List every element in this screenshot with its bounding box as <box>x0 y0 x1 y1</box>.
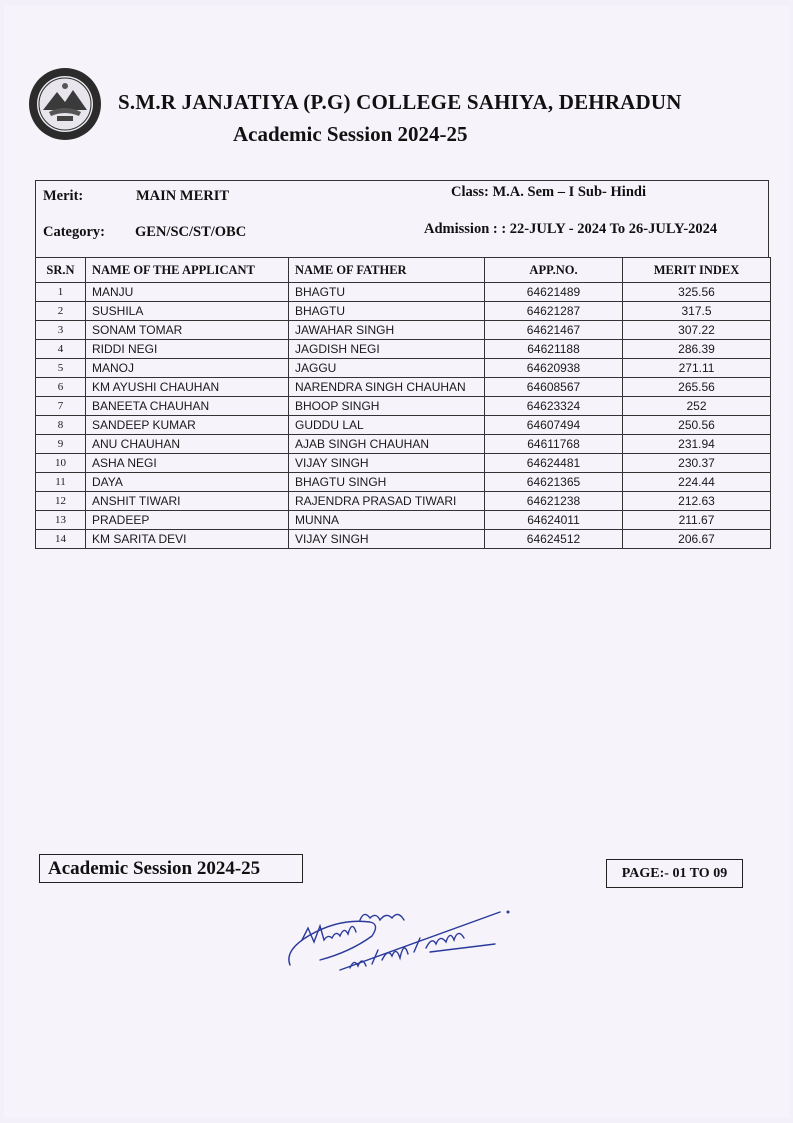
merit-index-cell: 212.63 <box>623 492 771 511</box>
sr-no-cell: 9 <box>36 435 86 454</box>
app-no-cell: 64608567 <box>485 378 623 397</box>
sr-no-cell: 12 <box>36 492 86 511</box>
father-name-cell: MUNNA <box>289 511 485 530</box>
applicant-name-cell: ANSHIT TIWARI <box>86 492 289 511</box>
merit-info-box <box>35 180 769 257</box>
merit-label: Merit: <box>43 188 84 204</box>
table-header-row <box>36 258 771 283</box>
table-row <box>36 492 771 511</box>
sr-no-cell: 11 <box>36 473 86 492</box>
class-subject: Class: M.A. Sem – I Sub- Hindi <box>451 184 646 200</box>
merit-index-cell: 224.44 <box>623 473 771 492</box>
sr-no-cell: 2 <box>36 302 86 321</box>
applicant-name-cell: KM SARITA DEVI <box>86 530 289 549</box>
sr-no-cell: 7 <box>36 397 86 416</box>
applicant-name-cell: PRADEEP <box>86 511 289 530</box>
applicant-name-cell: RIDDI NEGI <box>86 340 289 359</box>
applicant-name-cell: SANDEEP KUMAR <box>86 416 289 435</box>
merit-index-cell: 265.56 <box>623 378 771 397</box>
sr-no-cell: 10 <box>36 454 86 473</box>
applicant-name-cell: ASHA NEGI <box>86 454 289 473</box>
merit-index-cell: 211.67 <box>623 511 771 530</box>
sr-no-cell: 5 <box>36 359 86 378</box>
father-name-cell: BHAGTU <box>289 302 485 321</box>
merit-index-cell: 325.56 <box>623 283 771 302</box>
merit-table <box>35 257 771 549</box>
merit-index-cell: 252 <box>623 397 771 416</box>
table-row <box>36 530 771 549</box>
applicant-name-cell: BANEETA CHAUHAN <box>86 397 289 416</box>
footer-session: Academic Session 2024-25 <box>39 854 303 883</box>
applicant-name-cell: KM AYUSHI CHAUHAN <box>86 378 289 397</box>
applicant-name-cell: ANU CHAUHAN <box>86 435 289 454</box>
father-name-cell: GUDDU LAL <box>289 416 485 435</box>
applicant-name-cell: DAYA <box>86 473 289 492</box>
app-no-cell: 64624481 <box>485 454 623 473</box>
app-no-cell: 64621188 <box>485 340 623 359</box>
college-name: S.M.R JANJATIYA (P.G) COLLEGE SAHIYA, DEHRADUN <box>118 90 682 114</box>
category-label: Category: <box>43 224 106 240</box>
table-row <box>36 435 771 454</box>
sr-no-cell: 6 <box>36 378 86 397</box>
col-header-applicant: NAME OF THE APPLICANT <box>86 258 289 283</box>
sr-no-cell: 1 <box>36 283 86 302</box>
table-row <box>36 283 771 302</box>
col-header-app-no: APP.NO. <box>485 258 623 283</box>
father-name-cell: VIJAY SINGH <box>289 454 485 473</box>
sr-no-cell: 13 <box>36 511 86 530</box>
father-name-cell: JAWAHAR SINGH <box>289 321 485 340</box>
father-name-cell: JAGGU <box>289 359 485 378</box>
father-name-cell: AJAB SINGH CHAUHAN <box>289 435 485 454</box>
merit-index-cell: 317.5 <box>623 302 771 321</box>
father-name-cell: BHAGTU <box>289 283 485 302</box>
table-body <box>36 283 771 549</box>
signature <box>280 890 520 985</box>
col-header-father: NAME OF FATHER <box>289 258 485 283</box>
table-row <box>36 359 771 378</box>
father-name-cell: NARENDRA SINGH CHAUHAN <box>289 378 485 397</box>
app-no-cell: 64621467 <box>485 321 623 340</box>
col-header-srn: SR.N <box>36 258 86 283</box>
merit-value: MAIN MERIT <box>136 188 230 204</box>
merit-index-cell: 230.37 <box>623 454 771 473</box>
applicant-name-cell: SUSHILA <box>86 302 289 321</box>
app-no-cell: 64621489 <box>485 283 623 302</box>
session-title: Academic Session 2024-25 <box>233 122 468 146</box>
page-range: PAGE:- 01 TO 09 <box>606 859 743 888</box>
table-row <box>36 454 771 473</box>
sr-no-cell: 3 <box>36 321 86 340</box>
table-row <box>36 511 771 530</box>
app-no-cell: 64623324 <box>485 397 623 416</box>
table-row <box>36 397 771 416</box>
admission-dates: Admission : : 22-JULY - 2024 To 26-JULY-2024 <box>424 221 718 237</box>
table-row <box>36 340 771 359</box>
merit-index-cell: 271.11 <box>623 359 771 378</box>
applicant-name-cell: MANOJ <box>86 359 289 378</box>
father-name-cell: VIJAY SINGH <box>289 530 485 549</box>
merit-index-cell: 307.22 <box>623 321 771 340</box>
merit-index-cell: 231.94 <box>623 435 771 454</box>
sr-no-cell: 4 <box>36 340 86 359</box>
merit-index-cell: 286.39 <box>623 340 771 359</box>
applicant-name-cell: MANJU <box>86 283 289 302</box>
merit-index-cell: 250.56 <box>623 416 771 435</box>
college-logo <box>27 66 103 142</box>
app-no-cell: 64621287 <box>485 302 623 321</box>
app-no-cell: 64621365 <box>485 473 623 492</box>
category-value: GEN/SC/ST/OBC <box>135 224 247 240</box>
app-no-cell: 64624011 <box>485 511 623 530</box>
father-name-cell: BHAGTU SINGH <box>289 473 485 492</box>
merit-index-cell: 206.67 <box>623 530 771 549</box>
app-no-cell: 64620938 <box>485 359 623 378</box>
table-row <box>36 473 771 492</box>
sr-no-cell: 14 <box>36 530 86 549</box>
app-no-cell: 64624512 <box>485 530 623 549</box>
table-row <box>36 321 771 340</box>
table-row <box>36 302 771 321</box>
app-no-cell: 64611768 <box>485 435 623 454</box>
table-row <box>36 378 771 397</box>
table-row <box>36 416 771 435</box>
father-name-cell: BHOOP SINGH <box>289 397 485 416</box>
app-no-cell: 64607494 <box>485 416 623 435</box>
app-no-cell: 64621238 <box>485 492 623 511</box>
father-name-cell: RAJENDRA PRASAD TIWARI <box>289 492 485 511</box>
col-header-merit-index: MERIT INDEX <box>623 258 771 283</box>
applicant-name-cell: SONAM TOMAR <box>86 321 289 340</box>
sr-no-cell: 8 <box>36 416 86 435</box>
father-name-cell: JAGDISH NEGI <box>289 340 485 359</box>
